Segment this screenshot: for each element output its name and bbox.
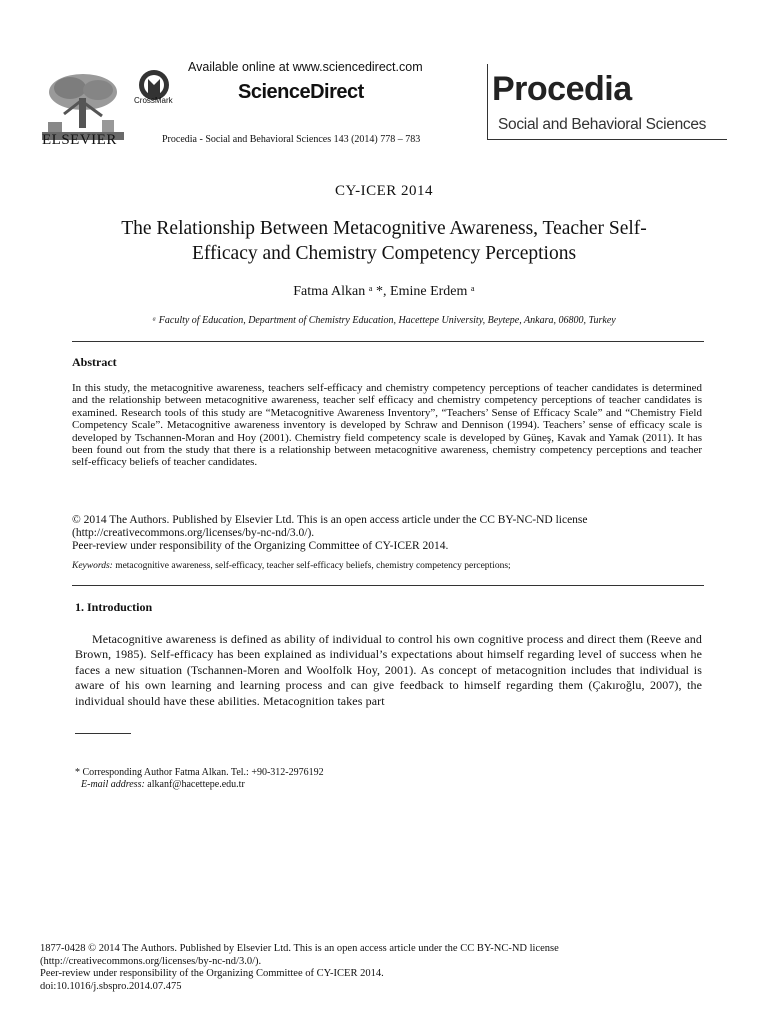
abstract-bottom-rule [72,585,704,586]
available-online-text: Available online at www.sciencedirect.com [188,60,423,74]
affiliation: ᵃ Faculty of Education, Department of Chemistry Education, Hacettepe University, Beytepe, Ankara, 06800, Turkey [152,315,616,326]
email-label: E-mail address: [81,779,145,790]
page-footer [40,943,730,993]
license-link[interactable]: (http://creativecommons.org/licenses/by-nc-nd/3.0/). [72,527,315,539]
email-address[interactable]: alkanf@hacettepe.edu.tr [147,779,245,790]
article-title [60,216,708,266]
abstract-heading: Abstract [72,355,117,369]
introduction-heading: 1. Introduction [75,600,153,614]
introduction-text: Metacognitive awareness is defined as ability of individual to control his own cognitive process and direct them (Reeve and Brown, 1985). Self-efficacy has been explained as individual’s expectations about himself regarding level of success when he faces a new situation (Tschannen-Moren and Woolfolk Hoy, 2001). As concept of metacognition includes that individual is aware of his own learning and learning process and can give feedback to himself regarding them (Çakıroğlu, 2007), the individual should have these abilities. Metacognition takes part [75,632,702,708]
procedia-title: Procedia [492,70,632,108]
conference-name: CY-ICER 2014 [334,183,434,199]
footer-doi[interactable]: doi:10.1016/j.sbspro.2014.07.475 [40,980,182,992]
journal-reference: Procedia - Social and Behavioral Sciences 143 (2014) 778 – 783 [162,134,421,145]
license-block [72,514,702,553]
license-line-3: Peer-review under responsibility of the Organizing Committee of CY-ICER 2014. [72,540,449,552]
footnote-rule [75,733,131,734]
procedia-subtitle: Social and Behavioral Sciences [498,116,707,133]
footer-line-1: 1877-0428 © 2014 The Authors. Published by Elsevier Ltd. This is an open access article under the CC BY-NC-ND license [40,943,559,954]
footer-license-link[interactable]: (http://creativecommons.org/licenses/by-nc-nd/3.0/). [40,955,262,967]
abstract-text: In this study, the metacognitive awareness, teachers self-efficacy and chemistry competency perceptions of teacher candidates is determined and the relationship between metacognitive awareness, teacher self efficacy and chemistry competency perceptions of teacher candidates is examined. Research tools of this study are “Metacognitive Awareness Inventory”, “Teachers’ Sense of Efficacy Scale” and “Chemistry Field Competency Scale”. Metacognitive awareness inventory is developed by Schraw and Dennison (1994). Teachers’ sense of efficacy scale is developed by Tschannen-Moran and Hoy (2001). Chemistry field competency scale is developed by Güneş, Kavak and Yamak (2011). It has been found out from the study that there is a relationship between metacognitive awareness, chemistry competency perceptions and teacher self-efficacy beliefs of teacher candidates. [72,382,702,469]
abstract-top-rule [72,341,704,342]
crossmark-label: CrossMark [134,96,173,105]
keywords-line [72,561,702,571]
sciencedirect-brand[interactable]: ScienceDirect [238,81,364,103]
keywords-label: Keywords: [72,561,113,571]
elsevier-wordmark: ELSEVIER [42,132,117,148]
author-list: Fatma Alkan ᵃ *, Emine Erdem ᵃ [293,284,475,299]
title-line-1: The Relationship Between Metacognitive Awareness, Teacher Self- [121,218,647,239]
corresponding-author: * Corresponding Author Fatma Alkan. Tel.: +90-312-2976192 [75,767,324,778]
keywords-text: metacognitive awareness, self-efficacy, teacher self-efficacy beliefs, chemistry competency perceptions; [115,561,511,571]
license-line-1: © 2014 The Authors. Published by Elsevier Ltd. This is an open access article under the CC BY-NC-ND license [72,514,588,526]
footer-line-3: Peer-review under responsibility of the Organizing Committee of CY-ICER 2014. [40,968,384,980]
title-line-2: Efficacy and Chemistry Competency Perceptions [191,243,577,264]
footnote [75,767,324,791]
